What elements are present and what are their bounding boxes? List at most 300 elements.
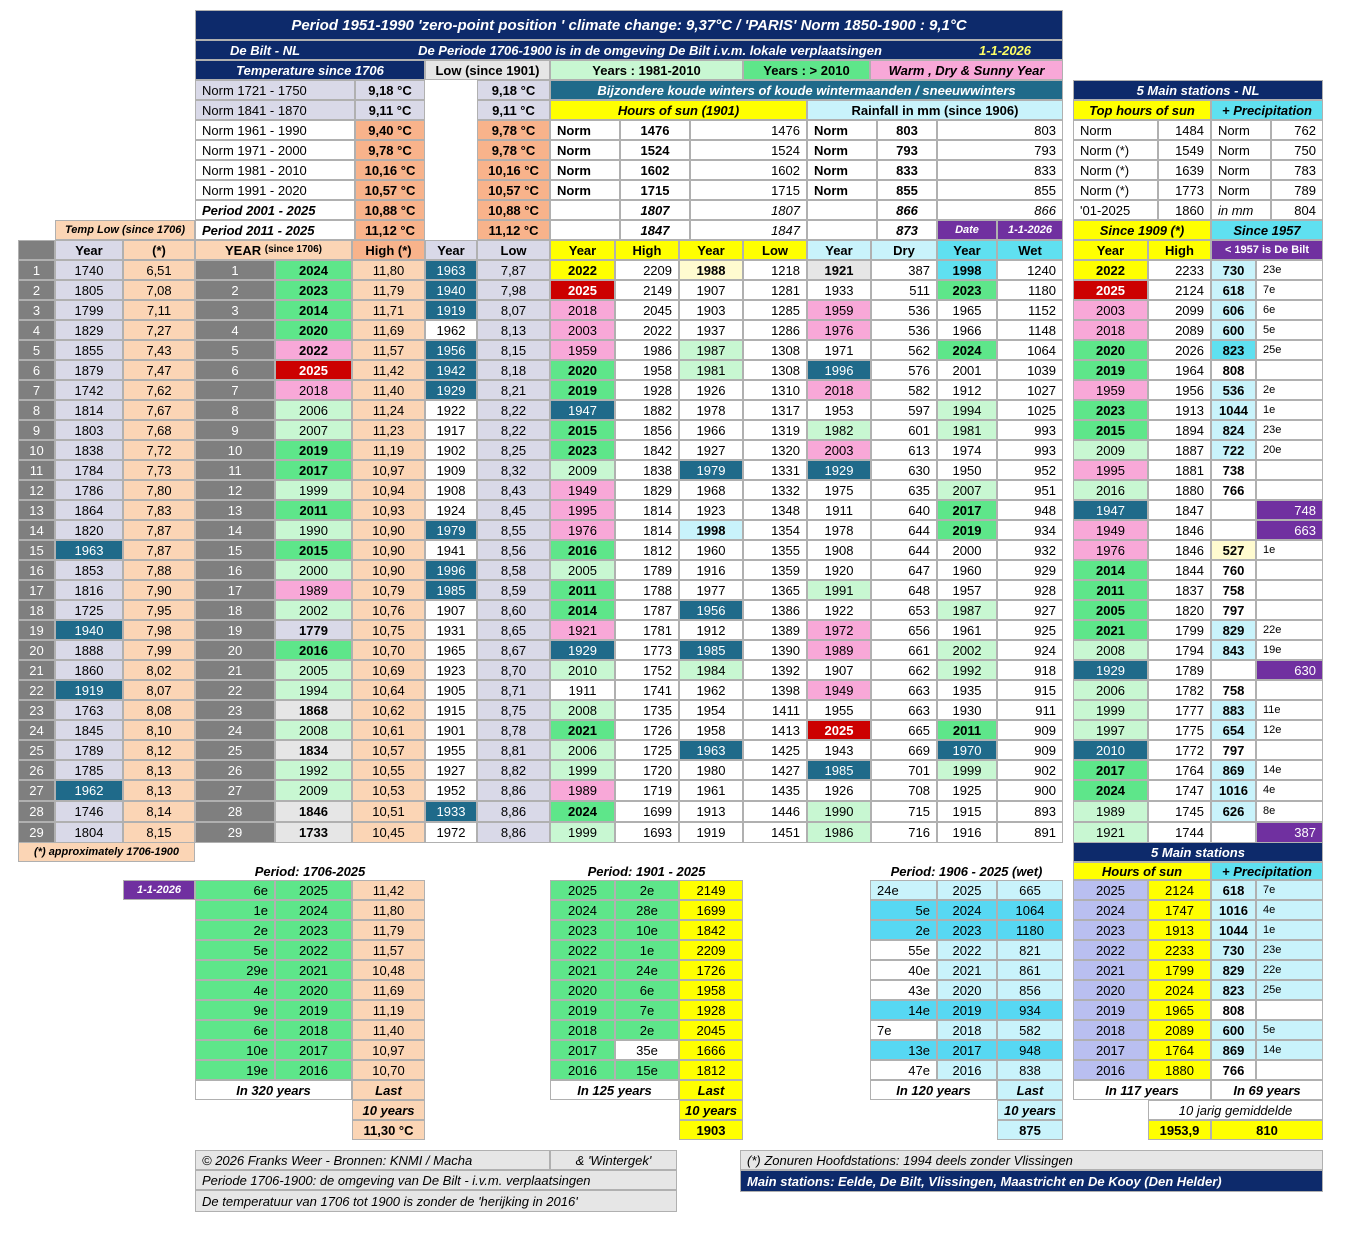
sun-norm-label: Norm: [550, 120, 620, 140]
table-row-cell: 1966: [937, 320, 997, 340]
table-row-cell: 918: [997, 660, 1063, 680]
last-2: Last: [679, 1080, 743, 1100]
table-row-cell: 2014: [275, 300, 352, 320]
table-row-cell: 7,08: [123, 280, 195, 300]
b3-year: 2019: [937, 1000, 997, 1020]
table-row-cell: 11,23: [352, 420, 425, 440]
table-row-cell: 22e: [1256, 620, 1323, 640]
b4-hours: 1880: [1148, 1060, 1211, 1080]
table-row-cell: 14e: [1256, 760, 1323, 780]
rain-norm-label: [807, 220, 877, 240]
b4-rank: 25e: [1256, 980, 1323, 1000]
b4-rank: [1256, 1000, 1323, 1020]
table-row-cell: 1995: [550, 500, 615, 520]
table-row-cell: 2025: [1073, 280, 1148, 300]
table-row-cell: [1211, 822, 1256, 843]
table-row-cell: 2017: [937, 500, 997, 520]
b2-hours: 1928: [679, 1000, 743, 1020]
table-row-cell: 715: [871, 801, 937, 822]
table-row-cell: 8,22: [477, 420, 550, 440]
b1-temp: 10,97: [352, 1040, 425, 1060]
table-row-cell: 2: [195, 280, 275, 300]
norm-gap: [425, 120, 477, 140]
table-row-cell: 1693: [615, 822, 679, 843]
table-row-cell: 1348: [743, 500, 807, 520]
table-row-cell: 7,73: [123, 460, 195, 480]
table-row-cell: 1922: [807, 600, 871, 620]
table-row-cell: 900: [997, 780, 1063, 801]
table-row-cell: 1940: [55, 620, 123, 640]
table-row-cell: 824: [1211, 420, 1256, 440]
table-row-cell: 1699: [615, 801, 679, 822]
table-row-cell: 1779: [275, 620, 352, 640]
tenyears-2: 10 years: [679, 1100, 743, 1120]
rain-norm-value: 793: [877, 140, 937, 160]
main-norm-label: '01-2025: [1073, 200, 1158, 220]
table-row-cell: 2014: [1073, 560, 1148, 580]
table-row-cell: 669: [871, 740, 937, 760]
norm-label: Norm 1721 - 1750: [195, 80, 355, 100]
b1-rank: 6e: [195, 880, 275, 900]
table-row-cell: [1256, 680, 1323, 700]
table-row-cell: 2003: [550, 320, 615, 340]
table-row-cell: 1894: [1148, 420, 1211, 440]
table-row-cell: 10,97: [352, 460, 425, 480]
table-row-cell: 10,61: [352, 720, 425, 740]
table-row-cell: 1025: [997, 400, 1063, 420]
table-row-cell: 10,64: [352, 680, 425, 700]
table-row-cell: 1317: [743, 400, 807, 420]
rain-norm-value: 855: [877, 180, 937, 200]
table-row-cell: 7: [195, 380, 275, 400]
table-row-cell: 2021: [550, 720, 615, 740]
since-1909: Since 1909 (*): [1073, 220, 1211, 240]
table-row-cell: 1995: [1073, 460, 1148, 480]
period4-precip: + Precipitation: [1211, 862, 1323, 880]
table-row-cell: 1981: [937, 420, 997, 440]
norm-label: Norm 1981 - 2010: [195, 160, 355, 180]
table-row-cell: 1915: [425, 700, 477, 720]
col-year-sun: Year: [1073, 240, 1148, 260]
b3-rank: 14e: [870, 1000, 937, 1020]
table-row-cell: 758: [1211, 580, 1256, 600]
table-row-cell: 924: [997, 640, 1063, 660]
table-row-cell: 928: [997, 580, 1063, 600]
table-row-cell: 1981: [679, 360, 743, 380]
b4-year: 2025: [1073, 880, 1148, 900]
b4-rank: 14e: [1256, 1040, 1323, 1060]
table-row-cell: 911: [997, 700, 1063, 720]
b4-hours: 2124: [1148, 880, 1211, 900]
period4-title: 5 Main stations: [1073, 842, 1323, 862]
table-row-cell: 17: [195, 580, 275, 600]
norm-low-value: 10,88 °C: [477, 200, 550, 220]
table-row-cell: 1925: [937, 780, 997, 801]
table-row-cell: 1988: [679, 260, 743, 280]
table-row-cell: [1211, 500, 1256, 520]
table-row-cell: 927: [997, 600, 1063, 620]
table-row-cell: 2015: [1073, 420, 1148, 440]
b3-rank: 43e: [870, 980, 937, 1000]
table-row-cell: 1989: [550, 780, 615, 801]
main-norm-label2: Norm: [1211, 160, 1271, 180]
table-row-cell: 4: [18, 320, 55, 340]
table-row-cell: 7,87: [123, 520, 195, 540]
table-row-cell: 28: [18, 801, 55, 822]
table-row-cell: 9: [18, 420, 55, 440]
table-row-cell: 1719: [615, 780, 679, 801]
b3-wet: 838: [997, 1060, 1063, 1080]
table-row-cell: 27: [195, 780, 275, 801]
table-row-cell: 640: [871, 500, 937, 520]
low-since-label: Low (since 1901): [425, 60, 550, 80]
table-row-cell: 1390: [743, 640, 807, 660]
table-row-cell: 1064: [997, 340, 1063, 360]
table-row-cell: 1922: [425, 400, 477, 420]
table-row-cell: 23: [18, 700, 55, 720]
b4-hours: 1764: [1148, 1040, 1211, 1060]
table-row-cell: 1355: [743, 540, 807, 560]
table-row-cell: 10,90: [352, 520, 425, 540]
table-row-cell: 1908: [807, 540, 871, 560]
table-row-cell: 2008: [550, 700, 615, 720]
table-row-cell: 8,18: [477, 360, 550, 380]
table-row-cell: 1916: [937, 822, 997, 843]
table-row-cell: 23: [195, 700, 275, 720]
table-row-cell: 2233: [1148, 260, 1211, 280]
table-row-cell: 10,75: [352, 620, 425, 640]
table-row-cell: 7,68: [123, 420, 195, 440]
table-row-cell: 1958: [615, 360, 679, 380]
b2-year: 2021: [550, 960, 615, 980]
table-row-cell: 1799: [55, 300, 123, 320]
table-row-cell: 1992: [275, 760, 352, 780]
b4-rank: 7e: [1256, 880, 1323, 900]
table-row-cell: 2017: [1073, 760, 1148, 780]
table-row-cell: 8,86: [477, 801, 550, 822]
table-row-cell: 9: [195, 420, 275, 440]
in-120: In 120 years: [870, 1080, 997, 1100]
b1-year: 2016: [275, 1060, 352, 1080]
b2-year: 2022: [550, 940, 615, 960]
norm-value: 9,18 °C: [355, 80, 425, 100]
table-row-cell: 4: [195, 320, 275, 340]
table-row-cell: 1726: [615, 720, 679, 740]
table-row-cell: 1860: [55, 660, 123, 680]
table-row-cell: 597: [871, 400, 937, 420]
table-row-cell: 7,98: [123, 620, 195, 640]
table-row-cell: 8e: [1256, 801, 1323, 822]
norm-label: Period 2001 - 2025: [195, 200, 355, 220]
table-row-cell: 626: [1211, 801, 1256, 822]
table-row-cell: 1943: [807, 740, 871, 760]
table-row-cell: 929: [997, 560, 1063, 580]
table-row-cell: 1386: [743, 600, 807, 620]
table-row-cell: 1320: [743, 440, 807, 460]
table-row-cell: 562: [871, 340, 937, 360]
table-row-cell: 14: [18, 520, 55, 540]
table-row-cell: 2009: [275, 780, 352, 801]
col-bilt: < 1957 is De Bilt: [1211, 240, 1323, 260]
table-row-cell: 2003: [1073, 300, 1148, 320]
table-row-cell: 1389: [743, 620, 807, 640]
table-row-cell: 4e: [1256, 780, 1323, 801]
table-row-cell: 2020: [1073, 340, 1148, 360]
table-row-cell: 1987: [937, 600, 997, 620]
table-row-cell: 1937: [679, 320, 743, 340]
sun-norm-label: Norm: [550, 140, 620, 160]
rain-norm-value: 803: [877, 120, 937, 140]
b1-year: 2019: [275, 1000, 352, 1020]
main-norm-label2: Norm: [1211, 180, 1271, 200]
table-row-cell: 1789: [55, 740, 123, 760]
table-row-cell: 8,15: [123, 822, 195, 843]
table-row-cell: 1814: [55, 400, 123, 420]
table-row-cell: 1933: [807, 280, 871, 300]
b3-year: 2025: [937, 880, 997, 900]
b1-year: 2018: [275, 1020, 352, 1040]
table-row-cell: 8,45: [477, 500, 550, 520]
table-row-cell: 1733: [275, 822, 352, 843]
table-row-cell: 1956: [1148, 380, 1211, 400]
table-row-cell: 893: [997, 801, 1063, 822]
table-row-cell: 1777: [1148, 700, 1211, 720]
b4-precip: 823: [1211, 980, 1256, 1000]
header-date: 1-1-2026: [978, 42, 1032, 58]
table-row-cell: 2011: [275, 500, 352, 520]
table-row-cell: 1970: [937, 740, 997, 760]
table-row-cell: 2022: [550, 260, 615, 280]
table-row-cell: 2000: [937, 540, 997, 560]
table-row-cell: 2: [18, 280, 55, 300]
table-row-cell: 2018: [275, 380, 352, 400]
table-row-cell: 1979: [679, 460, 743, 480]
b2-hours: 2045: [679, 1020, 743, 1040]
table-row-cell: 2023: [1073, 400, 1148, 420]
table-row-cell: 2025: [275, 360, 352, 380]
b2-rank: 10e: [615, 920, 679, 940]
table-row-cell: 1999: [275, 480, 352, 500]
table-row-cell: 11,24: [352, 400, 425, 420]
table-row-cell: 1949: [1073, 520, 1148, 540]
b1-year: 2024: [275, 900, 352, 920]
table-row-cell: 8,59: [477, 580, 550, 600]
norm-low-value: 9,11 °C: [477, 100, 550, 120]
table-row-cell: 536: [1211, 380, 1256, 400]
norm-low-value: 10,16 °C: [477, 160, 550, 180]
b1-temp: 11,57: [352, 940, 425, 960]
table-row-cell: 29: [18, 822, 55, 843]
in-125: In 125 years: [550, 1080, 679, 1100]
table-row-cell: 8,21: [477, 380, 550, 400]
sun-norm-value: 1476: [620, 120, 690, 140]
table-row-cell: 2006: [1073, 680, 1148, 700]
table-row-cell: 661: [871, 640, 937, 660]
table-row-cell: 8,07: [477, 300, 550, 320]
table-row-cell: 1331: [743, 460, 807, 480]
b4-precip: 766: [1211, 1060, 1256, 1080]
ten-year-avg-rain: 810: [1211, 1120, 1323, 1140]
table-row-cell: 2089: [1148, 320, 1211, 340]
table-row-cell: 16: [195, 560, 275, 580]
table-row-cell: 1978: [807, 520, 871, 540]
table-row-cell: 843: [1211, 640, 1256, 660]
table-row-cell: 2009: [550, 460, 615, 480]
table-row-cell: 2009: [1073, 440, 1148, 460]
b3-year: 2016: [937, 1060, 997, 1080]
table-row-cell: 1838: [55, 440, 123, 460]
table-row-cell: 2020: [550, 360, 615, 380]
table-row-cell: 7,98: [477, 280, 550, 300]
norm-gap: [425, 160, 477, 180]
col-year-low: Year: [425, 240, 477, 260]
b4-precip: 829: [1211, 960, 1256, 980]
table-row-cell: [1256, 480, 1323, 500]
table-row-cell: 1763: [55, 700, 123, 720]
b2-rank: 28e: [615, 900, 679, 920]
footer-wintergek: & 'Wintergek': [550, 1150, 677, 1170]
table-row-cell: 2099: [1148, 300, 1211, 320]
table-row-cell: 1879: [55, 360, 123, 380]
table-row-cell: 663: [1256, 520, 1323, 540]
b2-rank: 24e: [615, 960, 679, 980]
table-row-cell: 23e: [1256, 260, 1323, 280]
b4-hours: 2089: [1148, 1020, 1211, 1040]
table-row-cell: 1764: [1148, 760, 1211, 780]
rain-norm-label: Norm: [807, 120, 877, 140]
table-row-cell: 1747: [1148, 780, 1211, 801]
table-row-cell: 20: [195, 640, 275, 660]
table-row-cell: 2001: [937, 360, 997, 380]
b1-rank: 29e: [195, 960, 275, 980]
col-high: High: [615, 240, 679, 260]
b4-rank: 1e: [1256, 920, 1323, 940]
table-row-cell: 1413: [743, 720, 807, 740]
table-row-cell: 10,90: [352, 560, 425, 580]
table-row-cell: 1929: [807, 460, 871, 480]
table-row-cell: 511: [871, 280, 937, 300]
table-row-cell: 630: [1256, 660, 1323, 680]
table-row-cell: 1994: [937, 400, 997, 420]
table-row-cell: 2018: [1073, 320, 1148, 340]
main-norm-label: Norm (*): [1073, 180, 1158, 200]
table-row-cell: 2124: [1148, 280, 1211, 300]
table-row-cell: 7,72: [123, 440, 195, 460]
table-row-cell: 2149: [615, 280, 679, 300]
b2-year: 2025: [550, 880, 615, 900]
table-row-cell: 11,80: [352, 260, 425, 280]
table-row-cell: 1746: [55, 801, 123, 822]
table-row-cell: 10,53: [352, 780, 425, 801]
main-norm-label2: Norm: [1211, 120, 1271, 140]
table-row-cell: 1998: [937, 260, 997, 280]
station-name: De Bilt - NL: [229, 42, 301, 58]
b1-temp: 11,80: [352, 900, 425, 920]
table-row-cell: 8,10: [123, 720, 195, 740]
b1-rank: 1e: [195, 900, 275, 920]
table-row-cell: 1920: [807, 560, 871, 580]
table-row-cell: 951: [997, 480, 1063, 500]
table-row-cell: 1218: [743, 260, 807, 280]
table-row-cell: 8,13: [477, 320, 550, 340]
table-row-cell: 925: [997, 620, 1063, 640]
b2-year: 2020: [550, 980, 615, 1000]
table-row-cell: 1039: [997, 360, 1063, 380]
table-row-cell: 2000: [275, 560, 352, 580]
table-row-cell: 1996: [425, 560, 477, 580]
table-row-cell: 10,51: [352, 801, 425, 822]
legend-1981-2010: Years : 1981-2010: [550, 60, 743, 80]
table-row-cell: 1911: [807, 500, 871, 520]
b2-hours: 1666: [679, 1040, 743, 1060]
table-row-cell: 1926: [679, 380, 743, 400]
table-row-cell: 1725: [55, 600, 123, 620]
table-row-cell: 701: [871, 760, 937, 780]
last-t2: 1903: [679, 1120, 743, 1140]
norm-gap: [425, 80, 477, 100]
table-row-cell: 1837: [1148, 580, 1211, 600]
table-row-cell: 1359: [743, 560, 807, 580]
table-row-cell: 1842: [615, 440, 679, 460]
table-row-cell: 1816: [55, 580, 123, 600]
table-row-cell: 1804: [55, 822, 123, 843]
b2-rank: 15e: [615, 1060, 679, 1080]
table-row-cell: 2003: [807, 440, 871, 460]
table-row-cell: 1286: [743, 320, 807, 340]
subtitle-text: De Periode 1706-1900 is in de omgeving De Bilt i.v.m. lokale verplaatsingen: [418, 42, 882, 58]
table-row-cell: 387: [871, 260, 937, 280]
table-row-cell: 1961: [937, 620, 997, 640]
table-row-cell: 1785: [55, 760, 123, 780]
table-row-cell: 613: [871, 440, 937, 460]
b4-hours: 1913: [1148, 920, 1211, 940]
table-row-cell: 2024: [550, 801, 615, 822]
b2-hours: 1842: [679, 920, 743, 940]
table-row-cell: 1744: [1148, 822, 1211, 843]
last-t3: 875: [997, 1120, 1063, 1140]
table-row-cell: 1984: [679, 660, 743, 680]
b4-hours: 2233: [1148, 940, 1211, 960]
table-row-cell: 708: [871, 780, 937, 801]
table-row-cell: 1829: [615, 480, 679, 500]
col-year-low2: Year: [679, 240, 743, 260]
table-row-cell: 2006: [550, 740, 615, 760]
table-row-cell: 1308: [743, 340, 807, 360]
table-row-cell: 1319: [743, 420, 807, 440]
table-row-cell: 2e: [1256, 380, 1323, 400]
table-row-cell: 1919: [55, 680, 123, 700]
table-row-cell: 1990: [275, 520, 352, 540]
b1-year: 2021: [275, 960, 352, 980]
table-row-cell: 1953: [807, 400, 871, 420]
table-row-cell: 758: [1211, 680, 1256, 700]
table-row-cell: 2005: [550, 560, 615, 580]
b1-rank: 19e: [195, 1060, 275, 1080]
norm-value: 9,11 °C: [355, 100, 425, 120]
table-row-cell: 656: [871, 620, 937, 640]
table-row-cell: 1965: [425, 640, 477, 660]
table-row-cell: 2011: [1073, 580, 1148, 600]
table-row-cell: 2024: [1073, 780, 1148, 801]
main-norm-precip: 804: [1271, 200, 1323, 220]
table-row-cell: 1940: [425, 280, 477, 300]
table-row-cell: 8,75: [477, 700, 550, 720]
sun-norm-label: Norm: [550, 180, 620, 200]
main-norm-precip: 750: [1271, 140, 1323, 160]
sun-norm-value: 1715: [620, 180, 690, 200]
table-row-cell: 1966: [679, 420, 743, 440]
b2-rank: 6e: [615, 980, 679, 1000]
